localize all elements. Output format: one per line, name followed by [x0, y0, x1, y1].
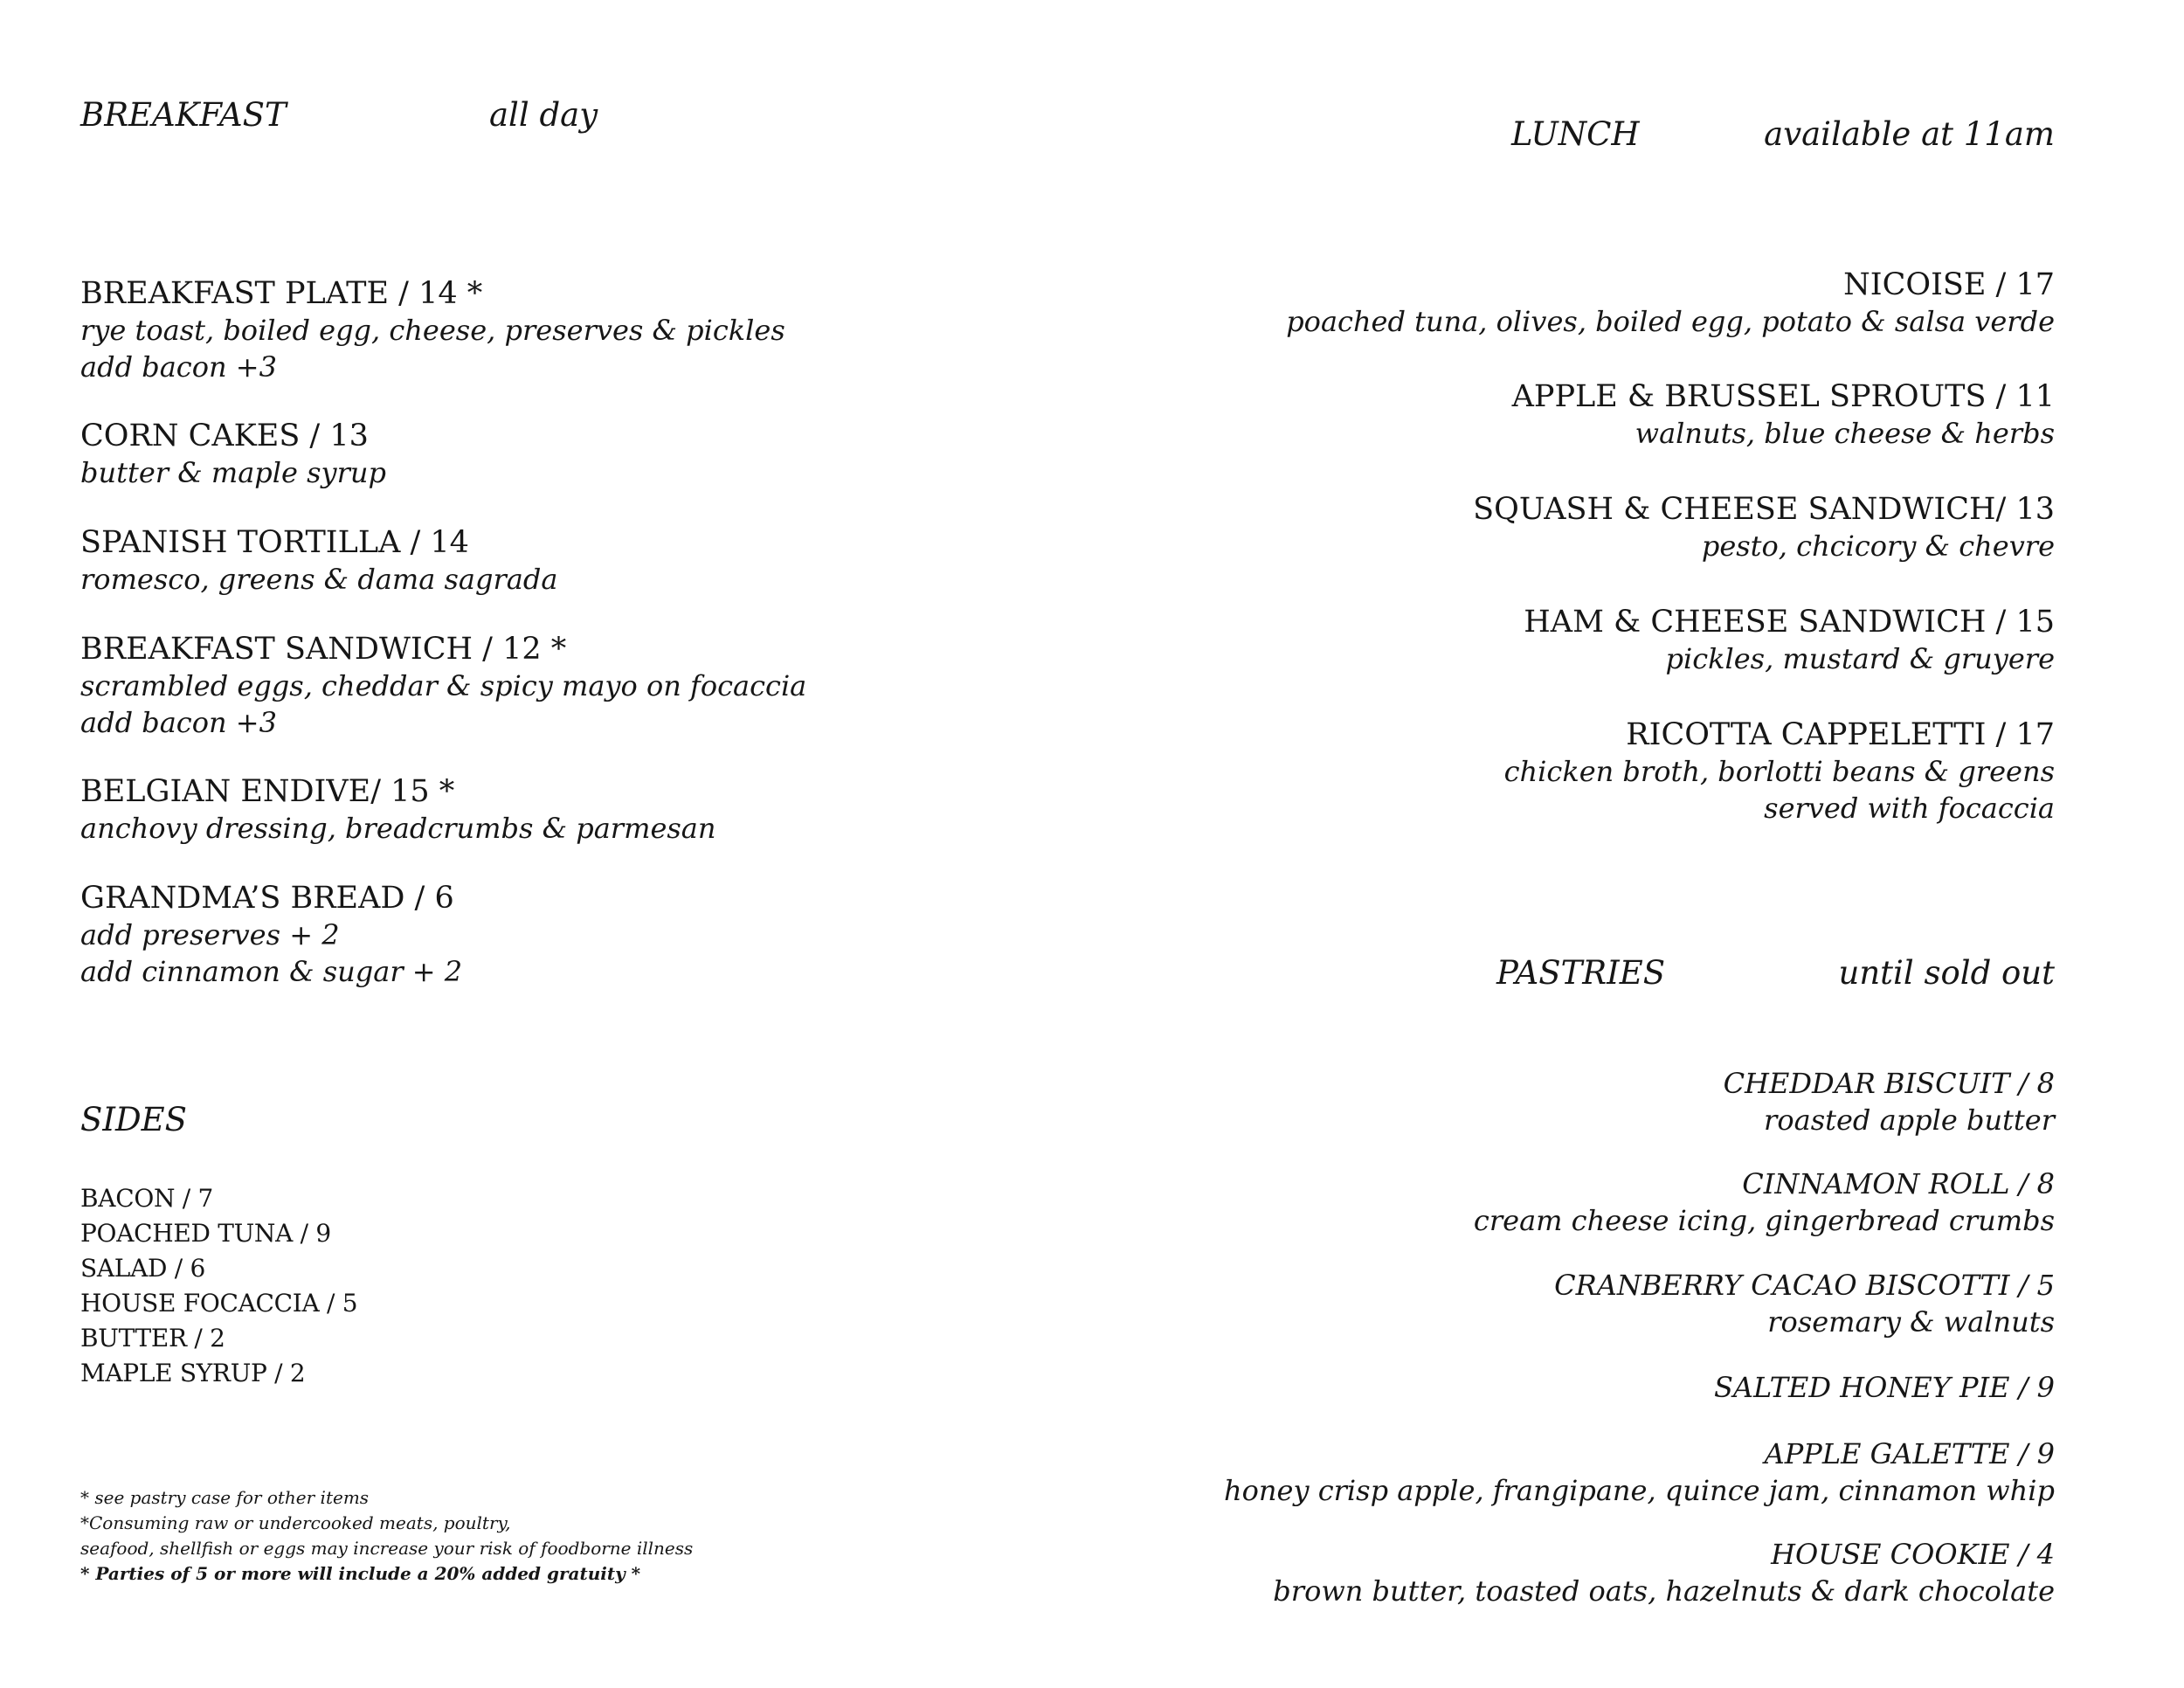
- pastries-availability-note: until sold out: [1838, 954, 2055, 992]
- menu-item-name: BELGIAN ENDIVE/ 15 *: [80, 774, 455, 809]
- menu-item-addon: add bacon +3: [80, 350, 277, 384]
- menu-item-name: HOUSE COOKIE / 4: [1771, 1538, 2055, 1571]
- breakfast-heading: BREAKFAST: [80, 96, 287, 134]
- menu-item-description: butter & maple syrup: [80, 456, 387, 489]
- menu-item-description: honey crisp apple, frangipane, quince jam, cinnamon whip: [1224, 1474, 2055, 1507]
- menu-item-description: romesco, greens & dama sagrada: [80, 563, 558, 596]
- menu-item-description: poached tuna, olives, boiled egg, potato & salsa verde: [1286, 305, 2055, 338]
- menu-item-name: CRANBERRY CACAO BISCOTTI / 5: [1554, 1269, 2055, 1302]
- menu-item-description: cream cheese icing, gingerbread crumbs: [1473, 1204, 2055, 1237]
- menu-item-addon: add bacon +3: [80, 706, 277, 739]
- menu-item-name: SALTED HONEY PIE / 9: [1713, 1371, 2055, 1404]
- lunch-item: [1286, 266, 2055, 340]
- pastry-item: [1224, 1435, 2055, 1509]
- menu-item-name: RICOTTA CAPPELETTI / 17: [1626, 717, 2055, 752]
- menu-item-description-cont: served with focaccia: [1764, 792, 2055, 825]
- side-item: SALAD / 6: [80, 1254, 206, 1283]
- breakfast-item: [80, 275, 785, 385]
- menu-item-description: roasted apple butter: [1764, 1103, 2055, 1137]
- side-item: HOUSE FOCACCIA / 5: [80, 1289, 358, 1318]
- menu-item-addon: add cinnamon & sugar + 2: [80, 955, 463, 988]
- menu-item-name: HAM & CHEESE SANDWICH / 15: [1524, 605, 2055, 640]
- breakfast-item: [80, 524, 557, 598]
- pastry-item: [1474, 1166, 2055, 1239]
- pastry-item: [1273, 1536, 2055, 1609]
- side-item: POACHED TUNA / 9: [80, 1219, 331, 1248]
- menu-item-description: pesto, chcicory & chevre: [1701, 529, 2055, 563]
- lunch-item: [1512, 378, 2055, 452]
- menu-item-description: chicken broth, borlotti beans & greens: [1503, 755, 2055, 788]
- breakfast-item: [80, 880, 462, 990]
- menu-item-description: rye toast, boiled egg, cheese, preserves & pickles: [80, 314, 785, 347]
- menu-item-name: SPANISH TORTILLA / 14: [80, 525, 469, 560]
- menu-item-name: APPLE & BRUSSEL SPROUTS / 11: [1511, 379, 2055, 414]
- menu-item-description: rosemary & walnuts: [1767, 1305, 2055, 1339]
- menu-item-name: APPLE GALETTE / 9: [1764, 1437, 2055, 1470]
- menu-item-name: NICOISE / 17: [1843, 267, 2055, 302]
- lunch-item: [1524, 604, 2055, 677]
- breakfast-availability-note: all day: [489, 96, 598, 134]
- side-item: BACON / 7: [80, 1184, 214, 1213]
- menu-item-description: walnuts, blue cheese & herbs: [1635, 417, 2055, 450]
- footnotes: [80, 1485, 693, 1587]
- sides-heading: SIDES: [80, 1101, 187, 1138]
- footnote-health-warning-cont: seafood, shellfish or eggs may increase your risk of foodborne illness: [80, 1538, 694, 1559]
- lunch-availability-note: available at 11am: [1764, 115, 2055, 153]
- pastries-heading: PASTRIES: [1496, 954, 1666, 992]
- footnote-gratuity: * Parties of 5 or more will include a 20% added gratuity *: [80, 1563, 641, 1584]
- menu-item-name: BREAKFAST PLATE / 14 *: [80, 276, 483, 311]
- footnote-health-warning: *Consuming raw or undercooked meats, poultry,: [80, 1512, 511, 1533]
- pastry-item: [1554, 1267, 2055, 1340]
- menu-item-addon: add preserves + 2: [80, 918, 340, 951]
- pastry-item: [1714, 1369, 2055, 1406]
- breakfast-item: [80, 773, 715, 847]
- side-item: BUTTER / 2: [80, 1324, 225, 1352]
- breakfast-item: [80, 418, 386, 491]
- pastry-item: [1724, 1065, 2055, 1138]
- footnote-pastry-case: * see pastry case for other items: [80, 1487, 370, 1508]
- side-item: MAPLE SYRUP / 2: [80, 1359, 306, 1387]
- menu-item-name: GRANDMA’S BREAD / 6: [80, 881, 454, 916]
- menu-item-name: BREAKFAST SANDWICH / 12 *: [80, 632, 567, 667]
- menu-item-description: anchovy dressing, breadcrumbs & parmesan: [80, 812, 716, 845]
- menu-item-description: scrambled eggs, cheddar & spicy mayo on focaccia: [80, 669, 807, 702]
- menu-item-name: SQUASH & CHEESE SANDWICH/ 13: [1473, 492, 2055, 527]
- lunch-heading: LUNCH: [1511, 115, 1640, 153]
- menu-item-description: brown butter, toasted oats, hazelnuts & dark chocolate: [1273, 1574, 2055, 1608]
- menu-item-name: CHEDDAR BISCUIT / 8: [1723, 1067, 2055, 1100]
- breakfast-item: [80, 631, 806, 741]
- menu-item-description: pickles, mustard & gruyere: [1665, 642, 2055, 675]
- lunch-item: [1473, 491, 2055, 564]
- sides-list: [80, 1181, 357, 1391]
- lunch-item: [1504, 716, 2055, 827]
- menu-item-name: CORN CAKES / 13: [80, 419, 369, 453]
- menu-item-name: CINNAMON ROLL / 8: [1742, 1167, 2055, 1200]
